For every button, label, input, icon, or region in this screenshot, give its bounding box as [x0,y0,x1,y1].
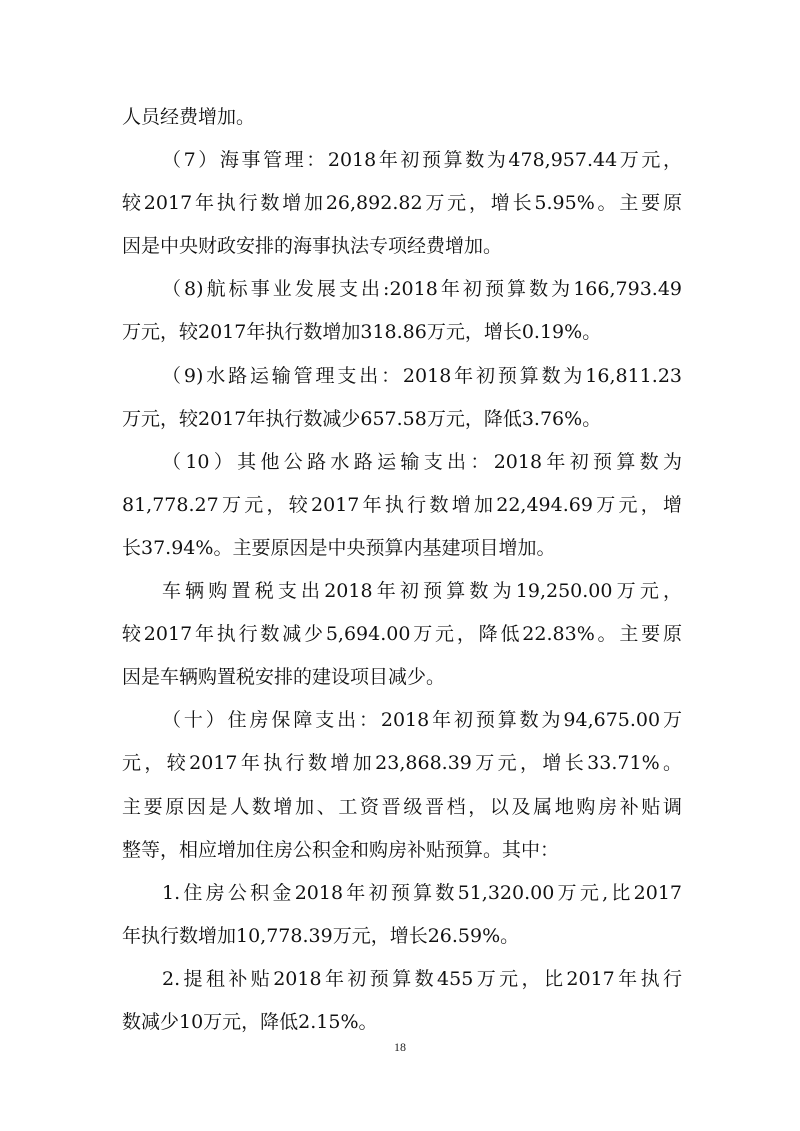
text-line: 主要原因是人数增加、工资晋级晋档，以及属地购房补贴调 [122,795,682,818]
text-line: （8)航标事业发展支出:2018年初预算数为166,793.49 [162,278,682,301]
text-line: （7）海事管理：2018年初预算数为478,957.44万元， [162,149,682,172]
text-line: 2.提租补贴2018年初预算数455万元，比2017年执行 [162,967,682,990]
text-line: （十）住房保障支出：2018年初预算数为94,675.00万 [162,709,682,732]
text-line: 人员经费增加。 [122,106,256,128]
text-line: 年执行数增加10,778.39万元，增长26.59%。 [122,924,520,947]
page-number: 18 [394,1040,406,1054]
text-line: 万元，较2017年执行数减少657.58万元，降低3.76%。 [122,407,602,430]
text-line: （9)水路运输管理支出：2018年初预算数为16,811.23 [162,364,682,387]
text-line: 数减少10万元，降低2.15%。 [122,1010,378,1033]
text-line: 因是车辆购置税安排的建设项目减少。 [122,666,446,689]
text-line: 1.住房公积金2018年初预算数51,320.00万元,比2017 [162,881,682,904]
text-line: 因是中央财政安排的海事执法专项经费增加。 [122,235,503,258]
text-line: 车辆购置税支出2018年初预算数为19,250.00万元， [162,580,682,603]
text-line: 较2017年执行数增加26,892.82万元，增长5.95%。主要原 [122,192,682,215]
text-line: 较2017年执行数减少5,694.00万元，降低22.83%。主要原 [122,623,682,646]
text-line: 整等，相应增加住房公积金和购房补贴预算。其中： [122,838,560,861]
text-line: 万元，较2017年执行数增加318.86万元，增长0.19%。 [122,321,602,344]
text-line: 81,778.27万元，较2017年执行数增加22,494.69万元，增 [122,493,682,516]
text-line: 元，较2017年执行数增加23,868.39万元，增长33.71%。 [122,752,682,775]
text-line: （10）其他公路水路运输支出：2018年初预算数为 [162,450,682,473]
document-body [122,96,682,1044]
text-line: 长37.94%。主要原因是中央预算内基建项目增加。 [122,536,556,559]
